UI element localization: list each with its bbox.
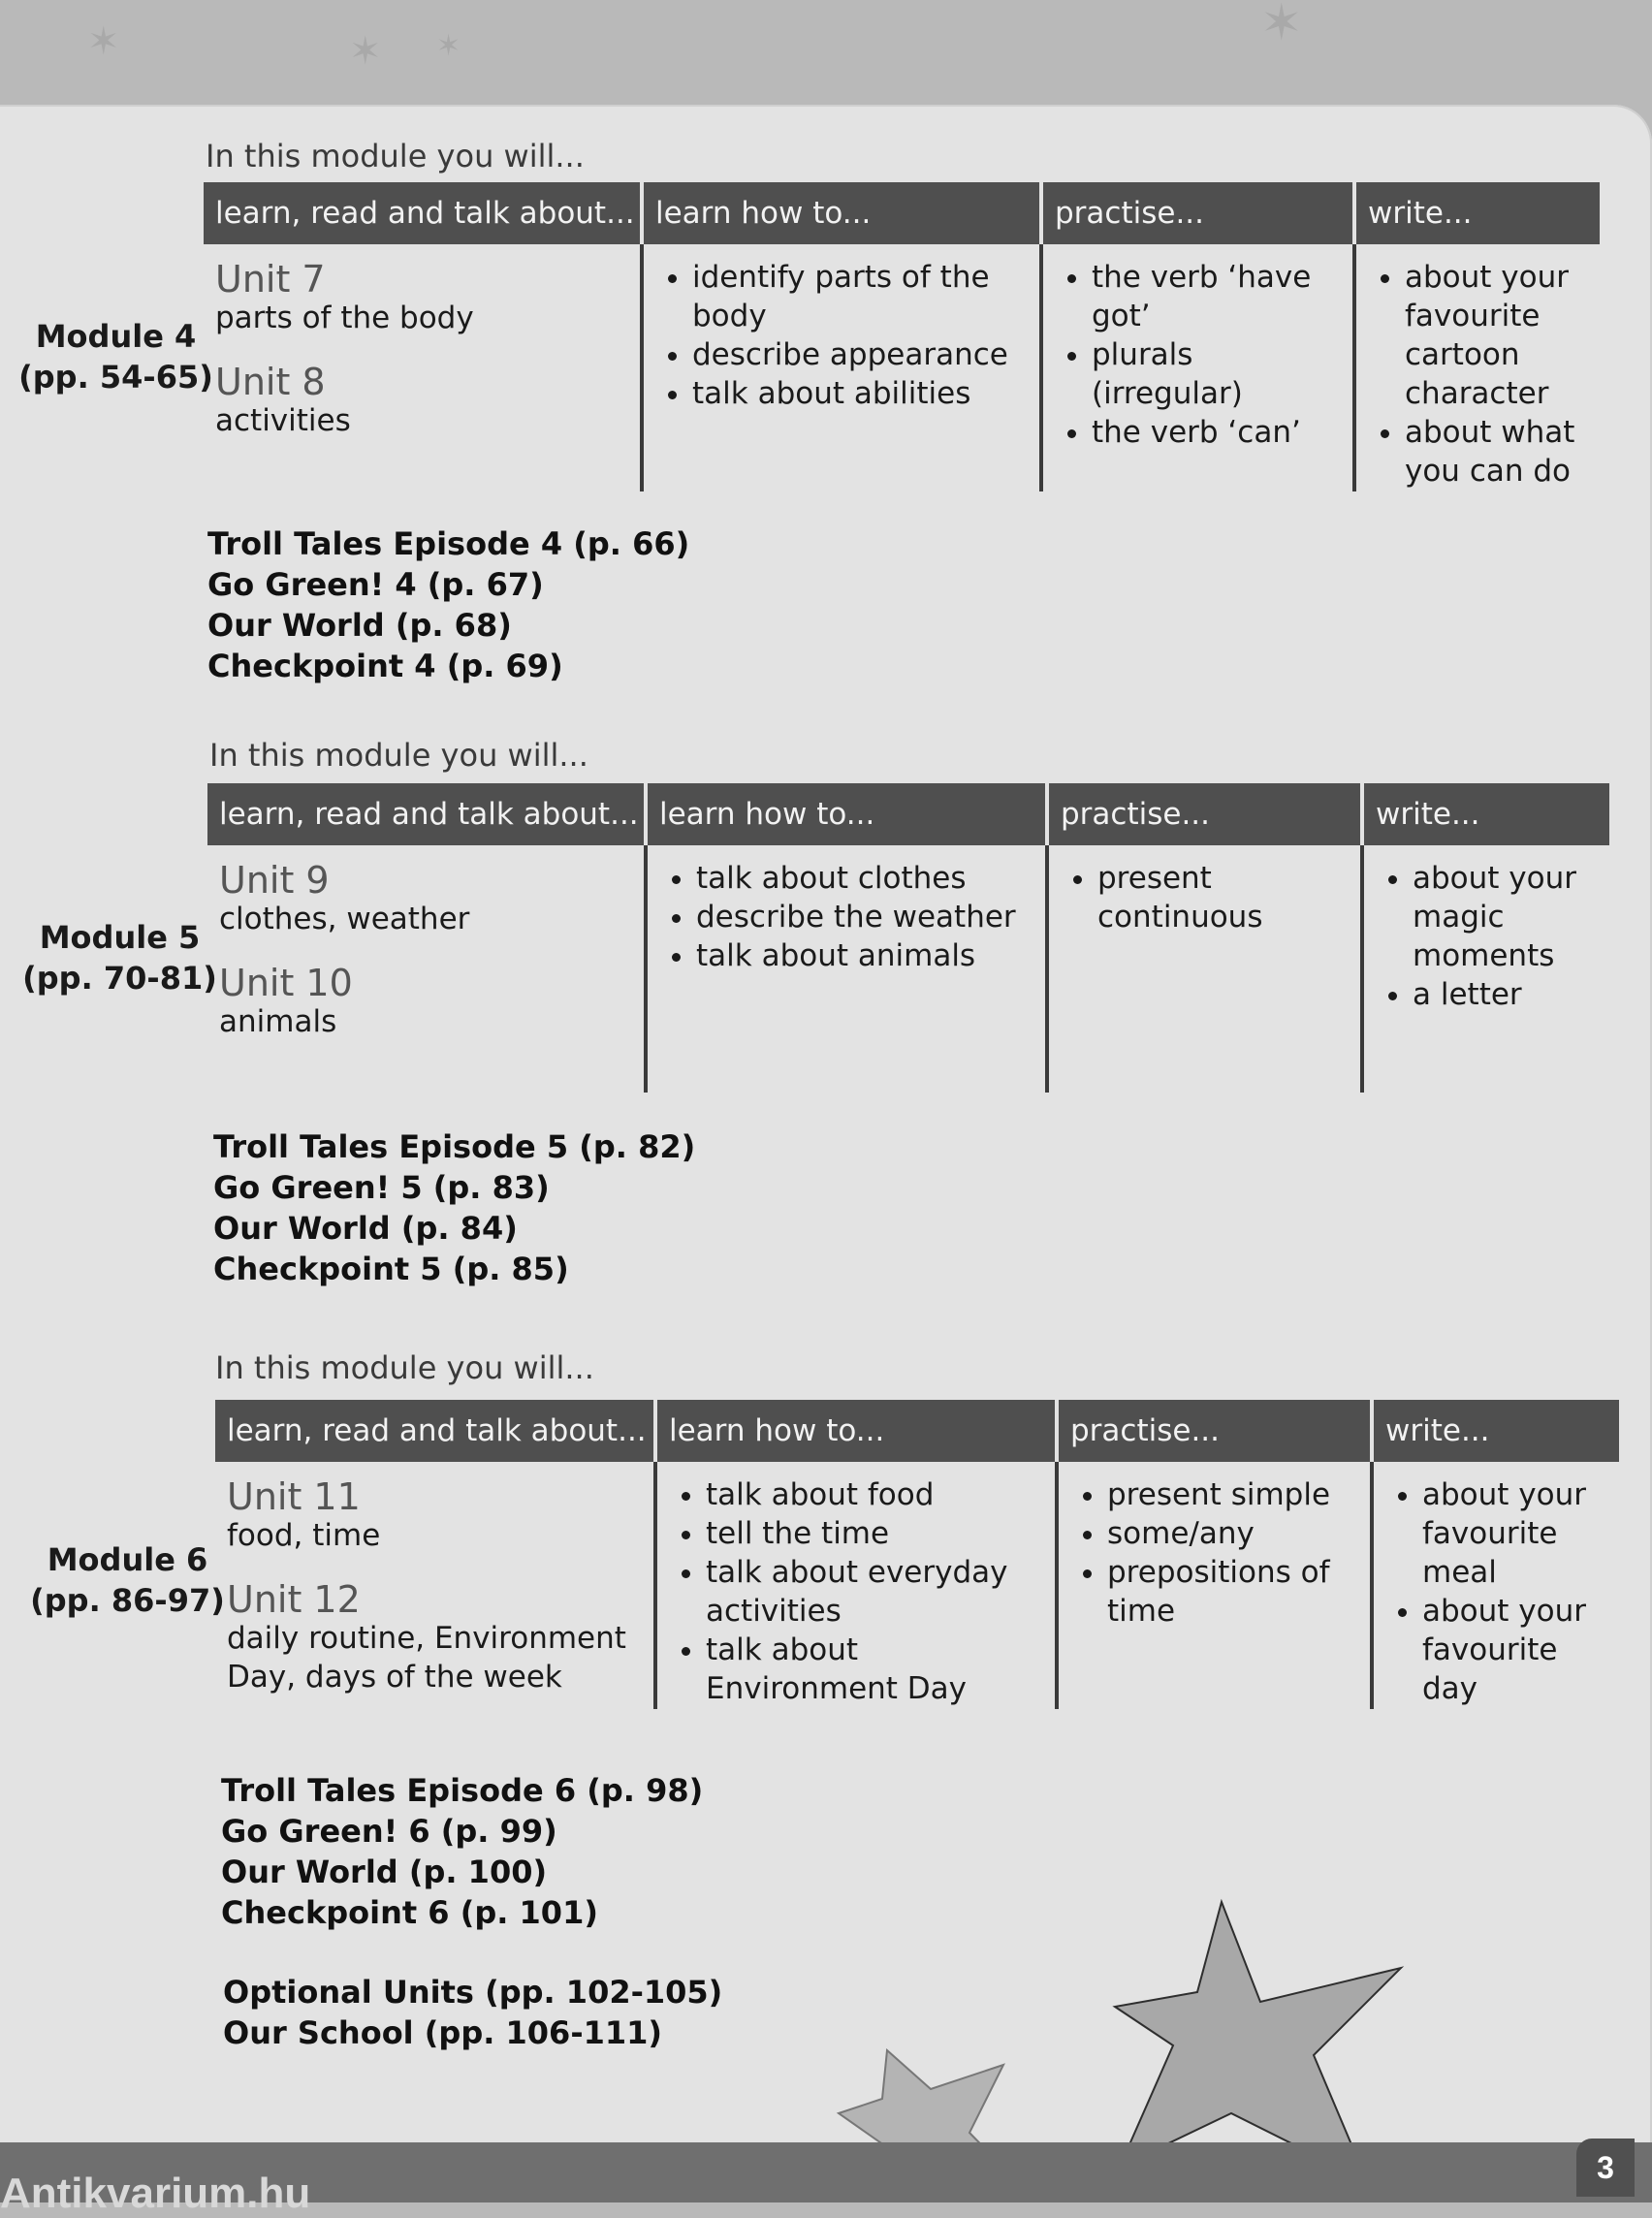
closing-links [223, 1972, 722, 2053]
list-item: • about what you can do [1405, 413, 1588, 491]
extra-item: Go Green! 6 (p. 99) [221, 1813, 557, 1850]
list-item: • talk about food [706, 1475, 1043, 1514]
module-pages: (pp. 70-81) [22, 960, 217, 997]
closing-item: Optional Units (pp. 102-105) [223, 1974, 723, 2011]
column-header-learn-about: learn, read and talk about... [215, 1400, 655, 1462]
column-header-learn-how: learn how to... [646, 783, 1047, 845]
column-header-learn-how: learn how to... [655, 1400, 1057, 1462]
column-header-write: write... [1372, 1400, 1619, 1462]
column-header-write: write... [1362, 783, 1609, 845]
list-item: • about your favourite day [1422, 1592, 1607, 1708]
module-table [207, 783, 1609, 1093]
extra-item: Troll Tales Episode 5 (p. 82) [213, 1128, 696, 1165]
module-intro: In this module you will... [209, 737, 588, 774]
unit-topic: daily routine, Environment Day, days of the week [227, 1621, 626, 1695]
column-header-practise: practise... [1041, 182, 1354, 244]
units-cell [207, 845, 646, 1093]
list-item: • identify parts of the body [692, 258, 1028, 335]
module-table [204, 182, 1600, 491]
module-name: Module 6 [47, 1541, 208, 1578]
unit-topic: activities [215, 403, 351, 438]
learn-how-cell [642, 244, 1041, 491]
list-item: • present continuous [1097, 859, 1349, 936]
extra-item: Checkpoint 4 (p. 69) [207, 648, 563, 684]
background-star-icon: ✶ [87, 19, 120, 64]
background-star-icon: ✶ [436, 29, 461, 63]
list-item: • describe appearance [692, 335, 1028, 374]
extra-item: Troll Tales Episode 6 (p. 98) [221, 1772, 704, 1809]
module-name: Module 5 [39, 919, 201, 956]
list-item: • talk about abilities [692, 374, 1028, 413]
module-label [23, 1539, 232, 1621]
extra-item: Troll Tales Episode 4 (p. 66) [207, 525, 690, 562]
closing-item: Our School (pp. 106-111) [223, 2014, 663, 2051]
write-cell [1372, 1462, 1619, 1709]
list-item: • the verb ‘can’ [1092, 413, 1341, 452]
list-item: • plurals (irregular) [1092, 335, 1341, 413]
module-pages: (pp. 54-65) [18, 359, 213, 396]
unit-title: Unit 10 [219, 962, 353, 1004]
background-star-icon: ✶ [349, 29, 382, 74]
watermark: Antikvarium.hu [0, 2170, 311, 2217]
background-star-icon: ✶ [1260, 0, 1303, 52]
module-name: Module 4 [35, 318, 197, 355]
large-star-icon [1105, 1890, 1415, 2181]
module-label [16, 917, 224, 998]
module-table [215, 1400, 1619, 1709]
list-item: • tell the time [706, 1514, 1043, 1553]
list-item: • talk about clothes [696, 859, 1033, 898]
module-intro: In this module you will... [206, 138, 585, 174]
module-extras [221, 1770, 703, 1933]
units-cell [215, 1462, 655, 1709]
unit-title: Unit 12 [227, 1578, 361, 1621]
column-header-write: write... [1354, 182, 1600, 244]
extra-item: Checkpoint 6 (p. 101) [221, 1894, 598, 1931]
unit-title: Unit 11 [227, 1475, 361, 1518]
extra-item: Our World (p. 68) [207, 607, 512, 644]
column-header-learn-how: learn how to... [642, 182, 1041, 244]
module-extras [213, 1126, 695, 1289]
unit-title: Unit 8 [215, 361, 326, 403]
extra-item: Our World (p. 100) [221, 1854, 548, 1890]
learn-how-cell [646, 845, 1047, 1093]
units-cell [204, 244, 642, 491]
list-item: • about your favourite meal [1422, 1475, 1607, 1592]
module-label [12, 316, 220, 397]
column-header-learn-about: learn, read and talk about... [204, 182, 642, 244]
list-item: • a letter [1413, 975, 1598, 1014]
practise-cell [1041, 244, 1354, 491]
extra-item: Go Green! 5 (p. 83) [213, 1169, 550, 1206]
module-intro: In this module you will... [215, 1349, 594, 1386]
write-cell [1354, 244, 1600, 491]
list-item: • some/any [1107, 1514, 1358, 1553]
list-item: • describe the weather [696, 898, 1033, 936]
list-item: • talk about everyday activities [706, 1553, 1043, 1631]
page-number: 3 [1576, 2139, 1635, 2197]
column-header-learn-about: learn, read and talk about... [207, 783, 646, 845]
module-pages: (pp. 86-97) [30, 1582, 225, 1619]
column-header-practise: practise... [1047, 783, 1362, 845]
unit-topic: animals [219, 1004, 337, 1039]
write-cell [1362, 845, 1609, 1093]
practise-cell [1057, 1462, 1372, 1709]
list-item: • prepositions of time [1107, 1553, 1358, 1631]
module-extras [207, 523, 689, 686]
unit-title: Unit 7 [215, 258, 326, 301]
list-item: • present simple [1107, 1475, 1358, 1514]
unit-topic: clothes, weather [219, 902, 470, 936]
unit-topic: food, time [227, 1518, 381, 1553]
learn-how-cell [655, 1462, 1057, 1709]
list-item: • the verb ‘have got’ [1092, 258, 1341, 335]
list-item: • talk about Environment Day [706, 1631, 1043, 1708]
extra-item: Go Green! 4 (p. 67) [207, 566, 544, 603]
unit-title: Unit 9 [219, 859, 330, 902]
column-header-practise: practise... [1057, 1400, 1372, 1462]
extra-item: Checkpoint 5 (p. 85) [213, 1251, 569, 1287]
practise-cell [1047, 845, 1362, 1093]
unit-topic: parts of the body [215, 301, 474, 335]
list-item: • about your magic moments [1413, 859, 1598, 975]
list-item: • talk about animals [696, 936, 1033, 975]
extra-item: Our World (p. 84) [213, 1210, 518, 1247]
list-item: • about your favourite cartoon character [1405, 258, 1588, 413]
